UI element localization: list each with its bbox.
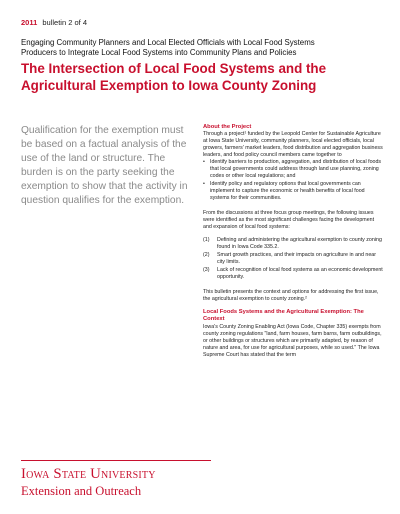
- title-line-1: The Intersection of Local Food Systems and the: [21, 61, 327, 76]
- subtitle-line-1: Engaging Community Planners and Local Elected Officials with Local Food Systems: [21, 38, 315, 47]
- goal-list: [203, 159, 383, 201]
- right-column: [203, 124, 383, 359]
- goal-item: • Identify barriers to production, aggregation, and distribution of local foods that local governments could address through land use planning, zoning codes or other local regulations; and: [203, 159, 383, 180]
- issue-text: Defining and administering the agricultural exemption to county zoning found in Iowa Code 335.2.: [217, 236, 382, 250]
- footer-divider: [21, 460, 211, 461]
- university-logo-text: Iowa State University: [21, 466, 156, 482]
- page-title: [21, 60, 391, 94]
- issue-item: [203, 267, 383, 281]
- about-intro: Through a project¹ funded by the Leopold Center for Sustainable Agriculture at Iowa State University, community planners, local elected officials, local growers, farmers' market leaders, food distribution and aggregation business leaders, and food policy council members came together to: [203, 131, 383, 159]
- issue-number: (3): [203, 267, 210, 273]
- context-heading: Local Foods Systems and the Agricultural Exemption: The Context: [203, 309, 364, 323]
- subtitle-line-2: Producers to Integrate Local Food Systems into Community Plans and Policies: [21, 48, 297, 57]
- bulletin-year: 2011: [21, 18, 38, 27]
- issue-text: Lack of recognition of local food systems as an economic development opportunity.: [217, 267, 383, 281]
- issue-item: [203, 237, 383, 251]
- bulletin-series: bulletin 2 of 4: [42, 18, 87, 27]
- goal-item: • Identify policy and regulatory options that local governments can implement to capture the economic or health benefits of local food systems for their communities.: [203, 181, 383, 202]
- issue-number: (1): [203, 236, 210, 243]
- discussion-paragraph: From the discussions at three focus group meetings, the following issues were identified as the most significant challenges facing the development and expansion of local food systems:: [203, 209, 375, 230]
- context-body: Iowa's County Zoning Enabling Act (Iowa Code, Chapter 335) exempts from county zoning regulations "land, farm houses, farm barns, farm outbuildings, or other buildings or structures which are primarily adapted, by reason of nature and area, for use for agricultural purposes, while so used." The Iowa Supreme Court has stated that the term: [203, 323, 382, 358]
- bulletin-note: This bulletin presents the context and options for addressing the first issue, the agricultural exemption to county zoning.²: [203, 289, 379, 303]
- issue-text: Smart growth practices, and their impacts on agriculture in and near city limits.: [217, 251, 376, 265]
- issue-number: (2): [203, 251, 210, 258]
- project-subtitle: [21, 38, 386, 58]
- pull-quote: Qualification for the exemption must be based on a factual analysis of the use of the land or structure. The burden is on the party seeking the exemption to show that the activity in question qualifies for the exemption.: [21, 125, 188, 207]
- series-line: [21, 18, 87, 27]
- issue-list: [203, 237, 383, 281]
- extension-logo-text: Extension and Outreach: [21, 484, 142, 498]
- title-line-2: Agricultural Exemption to Iowa County Zoning: [21, 78, 317, 93]
- issue-item: [203, 252, 383, 266]
- about-heading: About the Project: [203, 124, 252, 130]
